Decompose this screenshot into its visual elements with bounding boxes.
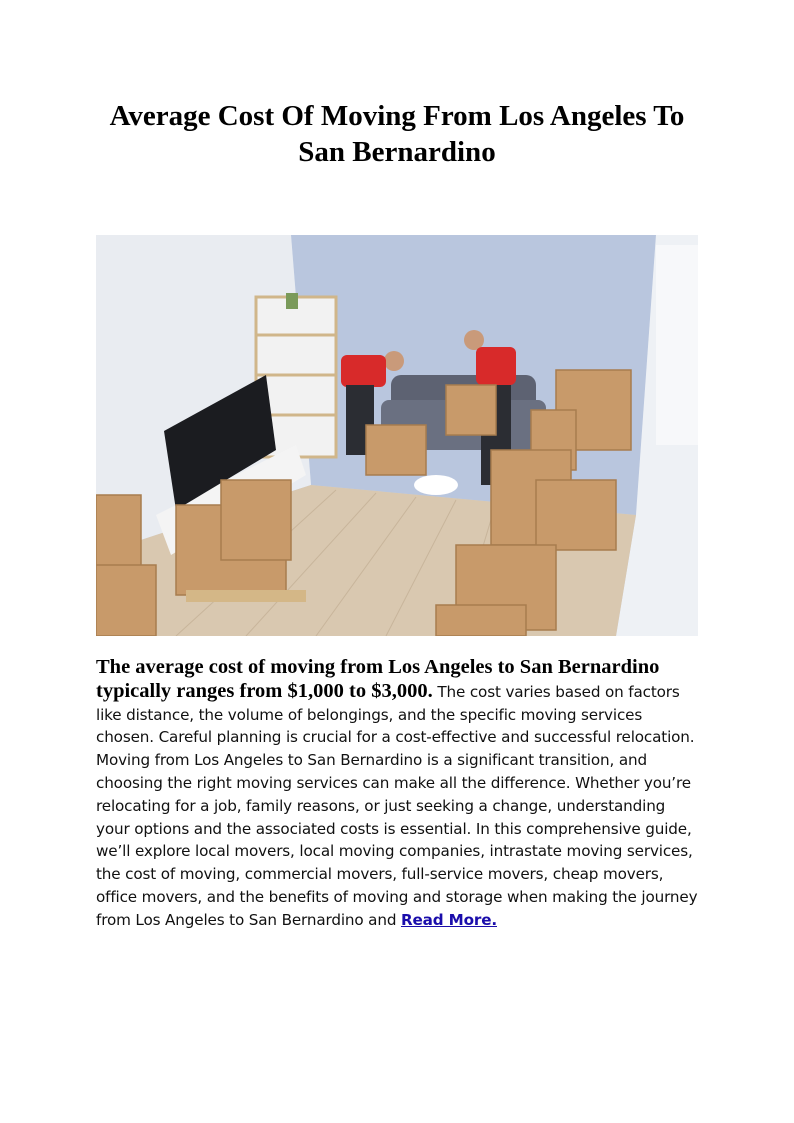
- movers-photo: [96, 235, 698, 636]
- read-more-link[interactable]: Read More.: [400, 910, 497, 929]
- lead-continuation: The cost varies based on factors like distance, the volume of belongings, and the specific moving services chosen. Careful planning is crucial for a cost-effective and successful relocation.: [96, 682, 695, 747]
- body-text: [96, 656, 700, 932]
- body-paragraph: [96, 749, 700, 931]
- lead-summary: The average cost of moving from Los Angeles to San Bernardino typically ranges from $1,000 to $3,000.: [96, 656, 660, 702]
- page-title: Average Cost Of Moving From Los Angeles To San Bernardino: [109, 100, 685, 168]
- paragraph-text: Moving from Los Angeles to San Bernardino is a significant transition, and choosing the right moving services can make all the difference. Whether you’re relocating for a job, family reasons, or just seeking a change, understanding your options and the associated costs is essential. In this comprehensive guide, we’ll explore local movers, local moving companies, intrastate moving services, the cost of moving, commercial movers, full-service movers, cheap movers, office movers, and the benefits of moving and storage when making the journey from Los Angeles to San Bernardino and: [96, 751, 698, 929]
